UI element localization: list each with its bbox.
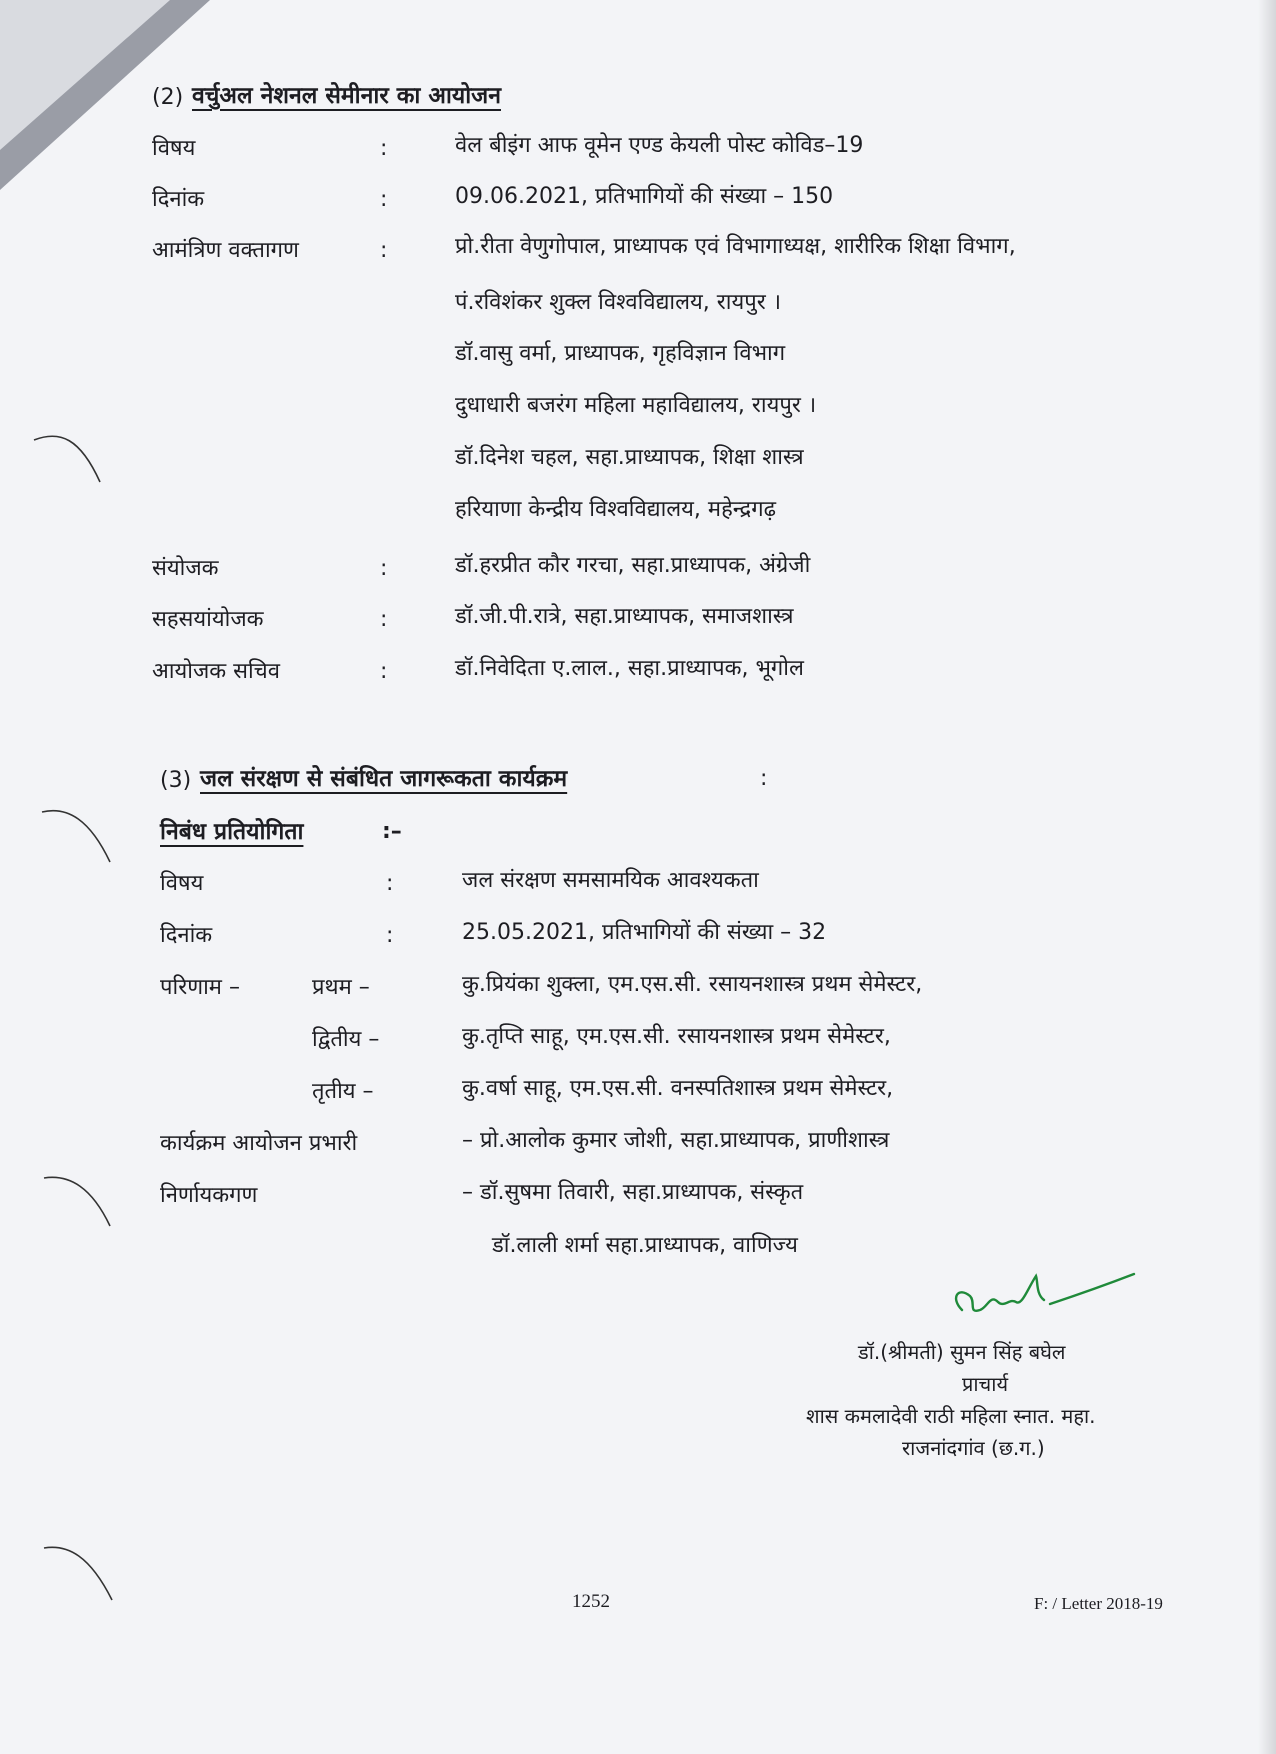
judge-line: डॉ.लाली शर्मा सहा.प्राध्यापक, वाणिज्य [492, 1233, 798, 1258]
convener-colon: : [380, 556, 388, 581]
incharge-label: कार्यक्रम आयोजन प्रभारी [160, 1131, 358, 1156]
section2-date-colon: : [380, 187, 388, 212]
page-number: 1252 [572, 1591, 610, 1612]
section3-subject-label: विषय [160, 871, 204, 896]
secretary-colon: : [380, 659, 388, 684]
folded-corner-inner [0, 0, 170, 150]
section2-number: (2) [152, 85, 184, 110]
result-rank-second: द्वितीय – [312, 1027, 380, 1052]
margin-mark [30, 420, 110, 500]
co-convener-value: डॉ.जी.पी.रात्रे, सहा.प्राध्यापक, समाजशास्त्र [455, 604, 794, 629]
signatory-name: डॉ.(श्रीमती) सुमन सिंह बघेल [858, 1340, 1066, 1364]
section2-subject-colon: : [380, 136, 388, 161]
section2-subject-label: विषय [152, 136, 196, 161]
result-first-value: कु.प्रियंका शुक्ला, एम.एस.सी. रसायनशास्त्र प्रथम सेमेस्टर, [462, 972, 923, 997]
speaker-line: दुधाधारी बजरंग महिला महाविद्यालय, रायपुर । [455, 393, 817, 418]
speaker-line: हरियाणा केन्द्रीय विश्वविद्यालय, महेन्द्रगढ़ [455, 497, 777, 522]
judge-line: – डॉ.सुषमा तिवारी, सहा.प्राध्यापक, संस्कृत [462, 1180, 804, 1205]
section3-heading-colon: : [760, 766, 768, 791]
secretary-label: आयोजक सचिव [152, 659, 280, 684]
co-convener-colon: : [380, 607, 388, 632]
co-convener-label: सहसयांयोजक [152, 607, 264, 632]
speaker-line: डॉ.दिनेश चहल, सहा.प्राध्यापक, शिक्षा शास्त्र [455, 445, 804, 470]
letter-reference: F: / Letter 2018-19 [1034, 1594, 1163, 1613]
section2-speakers-label: आमंत्रिण वक्तागण [152, 238, 299, 263]
signatory-designation: प्राचार्य [962, 1372, 1009, 1396]
signatory-institution: शास कमलादेवी राठी महिला स्नात. महा. [806, 1404, 1096, 1428]
margin-mark [40, 1166, 120, 1246]
section2-date-value: 09.06.2021, प्रतिभागियों की संख्या – 150 [455, 184, 834, 209]
incharge-value: – प्रो.आलोक कुमार जोशी, सहा.प्राध्यापक, प्राणीशास्त्र [462, 1128, 890, 1153]
section2-heading: वर्चुअल नेशनल सेमीनार का आयोजन [192, 83, 501, 109]
result-rank-first: प्रथम – [312, 975, 370, 1000]
section2-speakers-colon: : [380, 238, 388, 263]
result-second-value: कु.तृप्ति साहू, एम.एस.सी. रसायनशास्त्र प्रथम सेमेस्टर, [462, 1024, 891, 1049]
judges-label: निर्णायकगण [160, 1183, 258, 1208]
section3-date-label: दिनांक [160, 923, 213, 948]
secretary-value: डॉ.निवेदिता ए.लाल., सहा.प्राध्यापक, भूगोल [455, 656, 804, 681]
speaker-line: डॉ.वासु वर्मा, प्राध्यापक, गृहविज्ञान विभाग [455, 341, 786, 366]
convener-value: डॉ.हरप्रीत कौर गरचा, सहा.प्राध्यापक, अंग्रेजी [455, 553, 811, 578]
section3-subject-value: जल संरक्षण समसामयिक आवश्यकता [462, 868, 759, 893]
section3-date-colon: : [386, 923, 394, 948]
essay-competition-heading: निबंध प्रतियोगिता [160, 819, 304, 845]
section2-date-label: दिनांक [152, 187, 205, 212]
section2-subject-value: वेल बीइंग आफ वूमेन एण्ड केयली पोस्ट कोविड–19 [455, 133, 864, 158]
margin-mark [38, 800, 118, 880]
result-rank-third: तृतीय – [312, 1079, 374, 1104]
section3-date-value: 25.05.2021, प्रतिभागियों की संख्या – 32 [462, 920, 827, 945]
page-edge-shadow [1258, 0, 1276, 1754]
signature-scribble [940, 1258, 1140, 1338]
section2-speakers-value: प्रो.रीता वेणुगोपाल, प्राध्यापक एवं विभागाध्यक्ष, शारीरिक शिक्षा विभाग, [455, 234, 1016, 259]
result-third-value: कु.वर्षा साहू, एम.एस.सी. वनस्पतिशास्त्र प्रथम सेमेस्टर, [462, 1076, 894, 1101]
convener-label: संयोजक [152, 556, 219, 581]
section3-subject-colon: : [386, 871, 394, 896]
section3-heading: जल संरक्षण से संबंधित जागरूकता कार्यक्रम [200, 766, 568, 792]
speaker-line: पं.रविशंकर शुक्ल विश्वविद्यालय, रायपुर । [455, 290, 782, 315]
essay-competition-suffix: :– [382, 819, 402, 844]
result-label: परिणाम – [160, 975, 240, 1000]
signatory-place: राजनांदगांव (छ.ग.) [902, 1436, 1045, 1460]
margin-mark [40, 1536, 120, 1616]
section3-number: (3) [160, 768, 192, 793]
